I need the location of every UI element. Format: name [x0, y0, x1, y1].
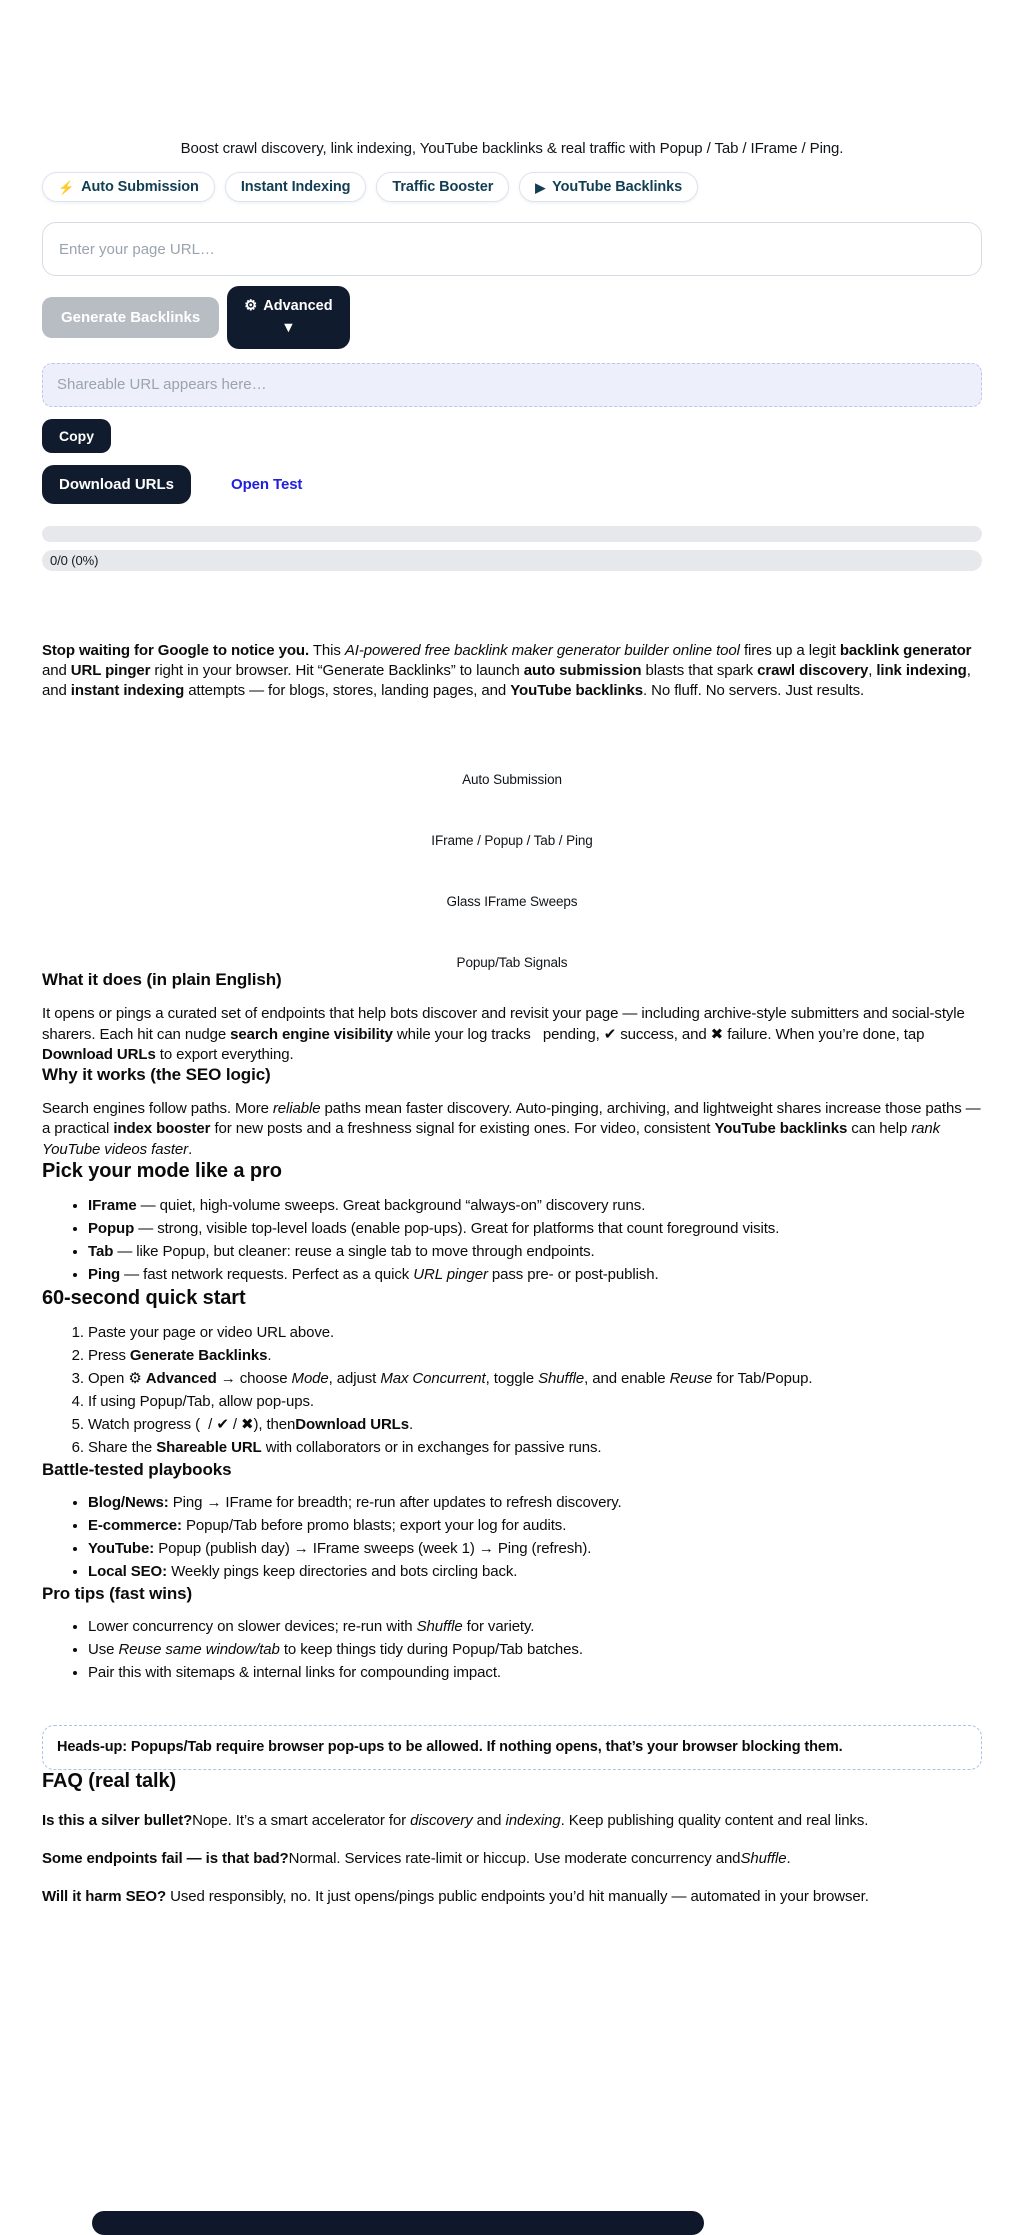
shareable-url-input[interactable]: [42, 363, 982, 407]
feature-caption-popup-tab-signals: Popup/Tab Signals: [456, 955, 568, 971]
feature-caption-iframe-popup-tab-ping: IFrame / Popup / Tab / Ping: [431, 833, 593, 849]
advanced-toggle-button[interactable]: [227, 286, 349, 349]
list-item: • YouTube: Popup (publish day) → IFrame sweeps (week 1) → Ping (refresh).: [88, 1538, 982, 1559]
badge-traffic-booster: [376, 172, 509, 202]
log-panel: [92, 2211, 704, 2235]
quickstart-list: [42, 1322, 982, 1458]
list-item: 5. Watch progress ( / ✔ / ✖), thenDownload URLs.: [88, 1414, 982, 1435]
download-urls-button[interactable]: Download URLs: [42, 465, 191, 504]
list-item: 3. Open ⚙ Advanced → choose Mode, adjust Max Concurrent, toggle Shuffle, and enable Reuse for Tab/Popup.: [88, 1368, 982, 1389]
progress-counter: 0/0 (0%): [42, 550, 982, 571]
lightning-icon: ⚡: [58, 179, 75, 195]
gear-icon: ⚙: [244, 298, 258, 314]
feature-caption-auto-submission: Auto Submission: [462, 772, 562, 788]
intro-paragraph: Stop waiting for Google to notice you. This AI-powered free backlink maker generator builder online tool fires up a legit backlink generator and URL pinger right in your browser. Hit “Generate Backlinks” to launch auto submission blasts that spark crawl discovery, link indexing, and instant indexing attempts — for blogs, stores, landing pages, and YouTube backlinks. No fluff. No servers. Just results.: [42, 641, 972, 699]
action-button-row: [42, 286, 982, 349]
modes-list: [42, 1195, 982, 1285]
list-item: • Pair this with sitemaps & internal links for compounding impact.: [88, 1662, 982, 1683]
list-item: 2. Press Generate Backlinks.: [88, 1345, 982, 1366]
copy-button[interactable]: Copy: [42, 419, 111, 453]
progress-bar: [42, 526, 982, 542]
hero-subtitle: Boost crawl discovery, link indexing, YouTube backlinks & real traffic with Popup / Tab / IFrame / Ping.: [180, 140, 844, 157]
list-item: • Ping — fast network requests. Perfect as a quick URL pinger pass pre- or post-publish.: [88, 1264, 982, 1285]
modes-heading: Pick your mode like a pro: [42, 1159, 282, 1182]
list-item: 6. Share the Shareable URL with collaborators or in exchanges for passive runs.: [88, 1437, 982, 1458]
download-row: [42, 465, 982, 504]
list-item: • Lower concurrency on slower devices; re-run with Shuffle for variety.: [88, 1616, 982, 1637]
faq-item: Some endpoints fail — is that bad?Normal. Services rate-limit or hiccup. Use moderate concurrency andShuffle.: [42, 1849, 791, 1867]
page-url-input[interactable]: [42, 222, 982, 276]
list-item: • Tab — like Popup, but cleaner: reuse a single tab to move through endpoints.: [88, 1241, 982, 1262]
chevron-down-icon: ▼: [281, 320, 296, 337]
list-item: • E-commerce: Popup/Tab before promo blasts; export your log for audits.: [88, 1515, 982, 1536]
feature-captions: [42, 772, 982, 970]
heads-up-callout: Heads-up: Popups/Tab require browser pop-ups to be allowed. If nothing opens, that’s your browser blocking them.: [42, 1725, 982, 1770]
protips-list: [42, 1616, 982, 1683]
feature-caption-glass-iframe-sweeps: Glass IFrame Sweeps: [446, 894, 578, 910]
badge-youtube-backlinks: [519, 172, 698, 202]
badge-instant-indexing: [225, 172, 367, 202]
list-item: • Blog/News: Ping → IFrame for breadth; re-run after updates to refresh discovery.: [88, 1492, 982, 1513]
playbooks-list: [42, 1492, 982, 1582]
page-content: [42, 0, 982, 1907]
quickstart-heading: 60-second quick start: [42, 1286, 246, 1309]
open-test-link[interactable]: Open Test: [231, 475, 303, 493]
list-item: • Popup — strong, visible top-level loads (enable pop-ups). Great for platforms that count foreground visits.: [88, 1218, 982, 1239]
badge-label: Instant Indexing: [240, 179, 351, 195]
what-it-does-paragraph: It opens or pings a curated set of endpoints that help bots discover and revisit your page — including archive-style submitters and social-style sharers. Each hit can nudge search engine visibility while your log tracks pending, ✔ success, and ✖ failure. When you’re done, tap Download URLs to export everything.: [42, 1005, 965, 1063]
faq-heading: FAQ (real talk): [42, 1769, 177, 1792]
badge-label: Auto Submission: [81, 179, 199, 195]
faq-item: Will it harm SEO? Used responsibly, no. It just opens/pings public endpoints you’d hit manually — automated in your browser.: [42, 1888, 869, 1906]
why-it-works-heading: Why it works (the SEO logic): [42, 1065, 271, 1085]
badge-auto-submission: [42, 172, 215, 202]
badge-label: Traffic Booster: [392, 179, 494, 195]
list-item: • Use Reuse same window/tab to keep things tidy during Popup/Tab batches.: [88, 1639, 982, 1660]
feature-badges: [42, 172, 982, 202]
list-item: 4. If using Popup/Tab, allow pop-ups.: [88, 1391, 982, 1412]
what-it-does-heading: What it does (in plain English): [42, 970, 282, 990]
faq-item: Is this a silver bullet?Nope. It’s a smart accelerator for discovery and indexing. Keep publishing quality content and real links.: [42, 1811, 869, 1829]
playbooks-heading: Battle-tested playbooks: [42, 1459, 232, 1479]
advanced-label: Advanced: [263, 298, 333, 314]
why-it-works-paragraph: Search engines follow paths. More reliable paths mean faster discovery. Auto-pinging, archiving, and lightweight shares increase those paths — a practical index booster for new posts and a freshness signal for existing ones. For video, consistent YouTube backlinks can help rank YouTube videos faster.: [42, 1100, 981, 1158]
list-item: • Local SEO: Weekly pings keep directories and bots circling back.: [88, 1561, 982, 1582]
list-item: • IFrame — quiet, high-volume sweeps. Great background “always-on” discovery runs.: [88, 1195, 982, 1216]
badge-label: YouTube Backlinks: [552, 179, 683, 195]
advanced-button-top: [244, 295, 332, 317]
protips-heading: Pro tips (fast wins): [42, 1583, 193, 1603]
generate-backlinks-button[interactable]: Generate Backlinks: [42, 297, 219, 338]
list-item: 1. Paste your page or video URL above.: [88, 1322, 982, 1343]
play-icon: ▶: [535, 179, 546, 195]
